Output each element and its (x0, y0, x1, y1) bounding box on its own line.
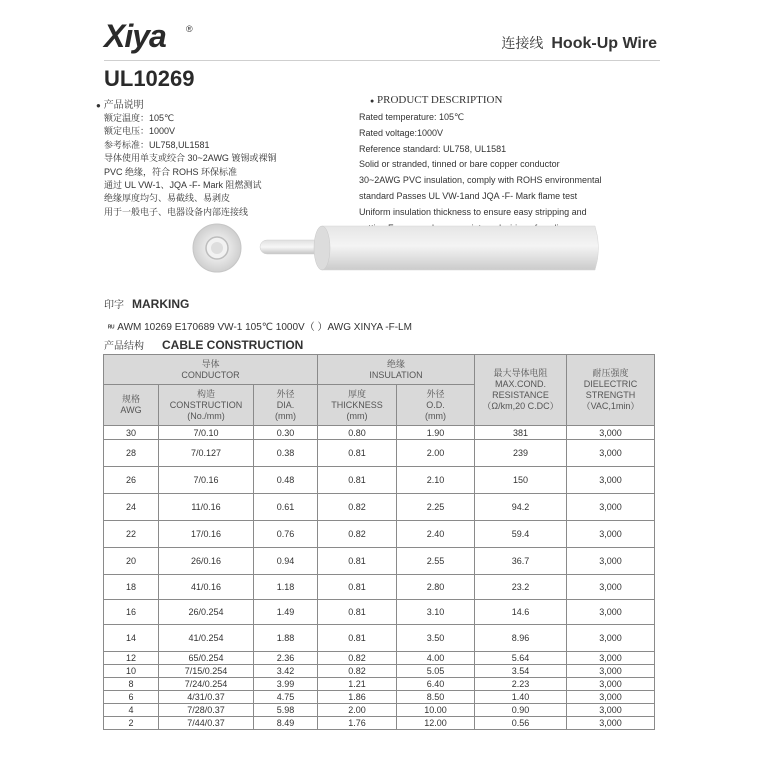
cell-resistance: 381 (475, 426, 567, 440)
cell-construction: 26/0.16 (159, 548, 254, 575)
cn-line: 通过 UL VW-1、JQA -F- Mark 阻燃测试 (104, 180, 262, 191)
table-row (104, 665, 655, 678)
cell-awg: 18 (104, 575, 159, 600)
cell-resistance: 150 (475, 467, 567, 494)
model-number: UL10269 (104, 66, 195, 91)
cell-awg: 12 (104, 652, 159, 665)
cell-awg: 30 (104, 426, 159, 440)
en-line: Rated voltage:1000V (359, 127, 444, 138)
cell-strength: 3,000 (567, 575, 655, 600)
cell-strength: 3,000 (567, 652, 655, 665)
header-thickness-cn: 厚度 (347, 388, 366, 399)
cell-awg: 6 (104, 691, 159, 704)
header-resistance-cn: 最大导体电阻 (493, 368, 548, 378)
cell-strength: 3,000 (567, 467, 655, 494)
cell-thickness: 0.81 (318, 600, 397, 625)
en-description-heading: PRODUCT DESCRIPTION (376, 94, 503, 106)
cell-resistance: 5.64 (475, 652, 567, 665)
cell-resistance: 23.2 (475, 575, 567, 600)
cell-construction: 41/0.254 (159, 625, 254, 652)
cell-dia: 0.61 (254, 494, 318, 521)
cn-line: 额定电压：1000V (104, 126, 176, 137)
cell-od: 12.00 (397, 717, 475, 730)
cell-construction: 7/28/0.37 (159, 704, 254, 717)
cell-thickness: 0.82 (318, 521, 397, 548)
cell-strength: 3,000 (567, 494, 655, 521)
table-row (104, 600, 655, 625)
header-construction-en: CONSTRUCTION (169, 399, 243, 410)
header-resistance-unit: （Ω/km,20 C.DC） (482, 401, 559, 411)
en-description-title (370, 94, 502, 106)
header-dia-cn: 外径 (276, 388, 295, 399)
header-conductor (104, 355, 318, 385)
bullet-icon: ● (370, 97, 375, 105)
header-title (501, 33, 657, 53)
cell-strength: 3,000 (567, 678, 655, 691)
header-construction-unit: (No./mm) (187, 410, 225, 421)
cell-strength: 3,000 (567, 625, 655, 652)
construction-heading (104, 337, 303, 352)
cell-resistance: 59.4 (475, 521, 567, 548)
cell-resistance: 1.40 (475, 691, 567, 704)
table-row (104, 691, 655, 704)
cell-awg: 2 (104, 717, 159, 730)
header-thickness-unit: (mm) (346, 410, 368, 421)
cell-awg: 22 (104, 521, 159, 548)
cable-cross-section (193, 224, 241, 272)
cell-resistance: 14.6 (475, 600, 567, 625)
header-awg-en: AWG (120, 405, 142, 415)
cell-dia: 8.49 (254, 717, 318, 730)
cell-resistance: 36.7 (475, 548, 567, 575)
table-row (104, 652, 655, 665)
marking-text (108, 318, 412, 333)
ul-recognized-icon: ᴿᵁ (108, 325, 115, 332)
header-resistance (475, 355, 567, 426)
header-thickness (318, 385, 397, 426)
en-line: Solid or stranded, tinned or bare copper conductor (359, 159, 560, 170)
header-insulation-cn: 绝缘 (386, 358, 405, 369)
table-row (104, 426, 655, 440)
cn-description-body (104, 112, 276, 219)
header-construction (159, 385, 254, 426)
cell-awg: 8 (104, 678, 159, 691)
registered-mark: ® (186, 24, 193, 34)
cell-construction: 7/0.10 (159, 426, 254, 440)
cell-dia: 0.94 (254, 548, 318, 575)
cn-line: 用于一般电子、电器设备内部连接线 (104, 206, 249, 217)
cell-construction: 7/0.16 (159, 467, 254, 494)
cell-construction: 4/31/0.37 (159, 691, 254, 704)
cell-thickness: 1.86 (318, 691, 397, 704)
en-line: 30~2AWG PVC insulation, comply with ROHS environmental (359, 175, 602, 186)
cell-awg: 24 (104, 494, 159, 521)
cell-od: 3.10 (397, 600, 475, 625)
header-awg-cn: 规格 (121, 394, 140, 404)
cell-strength: 3,000 (567, 426, 655, 440)
cell-construction: 7/15/0.254 (159, 665, 254, 678)
cell-dia: 0.38 (254, 440, 318, 467)
cn-description-title (96, 96, 144, 111)
cell-resistance: 0.56 (475, 717, 567, 730)
cn-line: 参考标准：UL758,UL1581 (104, 139, 210, 150)
cell-dia: 2.36 (254, 652, 318, 665)
table-row (104, 625, 655, 652)
cell-dia: 3.42 (254, 665, 318, 678)
cell-od: 2.55 (397, 548, 475, 575)
construction-table (103, 354, 655, 730)
header-resistance-en: RESISTANCE (492, 390, 549, 400)
table-row (104, 440, 655, 467)
header-dia (254, 385, 318, 426)
cell-dia: 1.18 (254, 575, 318, 600)
cable-side-view (260, 226, 599, 270)
cell-dia: 5.98 (254, 704, 318, 717)
cell-dia: 0.48 (254, 467, 318, 494)
header-resistance-en: MAX.COND. (494, 379, 546, 389)
cell-thickness: 1.21 (318, 678, 397, 691)
cell-strength: 3,000 (567, 717, 655, 730)
header-insulation (318, 355, 475, 385)
cell-strength: 3,000 (567, 440, 655, 467)
cell-dia: 0.76 (254, 521, 318, 548)
header-conductor-en: CONDUCTOR (181, 369, 240, 380)
header-dielectric-en: STRENGTH (585, 390, 636, 400)
header-od-en: O.D. (426, 399, 445, 410)
header-title-cn: 连接线 (501, 35, 544, 51)
cell-thickness: 0.81 (318, 440, 397, 467)
header-od-unit: (mm) (425, 410, 446, 421)
cell-thickness: 0.82 (318, 652, 397, 665)
marking-heading-en: MARKING (132, 297, 190, 311)
cell-resistance: 2.23 (475, 678, 567, 691)
header-conductor-cn: 导体 (201, 358, 220, 369)
header-divider (104, 60, 660, 61)
cell-od: 5.05 (397, 665, 475, 678)
cell-construction: 17/0.16 (159, 521, 254, 548)
header-construction-cn: 构造 (196, 388, 215, 399)
cell-strength: 3,000 (567, 665, 655, 678)
brand-logo: Xiya (104, 18, 166, 54)
cell-construction: 7/24/0.254 (159, 678, 254, 691)
cell-resistance: 8.96 (475, 625, 567, 652)
table-row (104, 548, 655, 575)
cell-awg: 10 (104, 665, 159, 678)
cell-strength: 3,000 (567, 704, 655, 717)
cell-thickness: 0.81 (318, 625, 397, 652)
cable-illustration (190, 214, 610, 284)
table-row (104, 467, 655, 494)
cell-thickness: 1.76 (318, 717, 397, 730)
cell-resistance: 0.90 (475, 704, 567, 717)
construction-heading-cn: 产品结构 (104, 341, 144, 352)
cell-thickness: 0.82 (318, 665, 397, 678)
cell-resistance: 239 (475, 440, 567, 467)
cell-resistance: 94.2 (475, 494, 567, 521)
cell-od: 2.25 (397, 494, 475, 521)
cell-awg: 14 (104, 625, 159, 652)
en-line: Rated temperature: 105℃ (359, 112, 465, 122)
header-dielectric (567, 355, 655, 426)
cell-strength: 3,000 (567, 600, 655, 625)
header-awg (104, 385, 159, 426)
cn-line: 额定温度：105℃ (104, 113, 175, 123)
cell-awg: 16 (104, 600, 159, 625)
cell-thickness: 2.00 (318, 704, 397, 717)
cell-od: 2.10 (397, 467, 475, 494)
marking-heading (104, 296, 189, 311)
table-row (104, 717, 655, 730)
cell-construction: 7/44/0.37 (159, 717, 254, 730)
cn-line: PVC 绝缘，符合 ROHS 环保标准 (104, 166, 238, 177)
cell-awg: 20 (104, 548, 159, 575)
cell-thickness: 0.81 (318, 467, 397, 494)
table-row (104, 521, 655, 548)
en-line: Reference standard: UL758, UL1581 (359, 143, 507, 154)
marking-heading-cn: 印字 (104, 300, 124, 311)
header-title-en: Hook-Up Wire (551, 35, 657, 52)
cell-thickness: 0.82 (318, 494, 397, 521)
cell-awg: 26 (104, 467, 159, 494)
cell-dia: 4.75 (254, 691, 318, 704)
header-dia-en: DIA. (276, 399, 295, 410)
cell-awg: 28 (104, 440, 159, 467)
cell-od: 8.50 (397, 691, 475, 704)
cell-strength: 3,000 (567, 548, 655, 575)
marking-value: AWM 10269 E170689 VW-1 105℃ 1000V（ ）AWG XINYA -F-LM (117, 322, 412, 333)
cell-dia: 1.49 (254, 600, 318, 625)
cell-strength: 3,000 (567, 521, 655, 548)
table-row (104, 575, 655, 600)
cell-construction: 26/0.254 (159, 600, 254, 625)
table-row (104, 678, 655, 691)
cell-resistance: 3.54 (475, 665, 567, 678)
cell-dia: 1.88 (254, 625, 318, 652)
cell-thickness: 0.81 (318, 548, 397, 575)
cell-thickness: 0.81 (318, 575, 397, 600)
cn-line: 绝缘厚度均匀、易截线、易剥皮 (104, 193, 231, 204)
cell-od: 2.00 (397, 440, 475, 467)
cell-od: 2.80 (397, 575, 475, 600)
cell-thickness: 0.80 (318, 426, 397, 440)
cell-od: 2.40 (397, 521, 475, 548)
cell-construction: 41/0.16 (159, 575, 254, 600)
header-dielectric-unit: （VAC,1min） (581, 401, 640, 411)
cell-dia: 0.30 (254, 426, 318, 440)
cell-construction: 11/0.16 (159, 494, 254, 521)
table-row (104, 704, 655, 717)
header-dielectric-en: DIELECTRIC (583, 379, 638, 389)
header-thickness-en: THICKNESS (331, 399, 383, 410)
header-od (397, 385, 475, 426)
table-row (104, 494, 655, 521)
cell-od: 6.40 (397, 678, 475, 691)
cell-dia: 3.99 (254, 678, 318, 691)
cell-construction: 7/0.127 (159, 440, 254, 467)
cell-strength: 3,000 (567, 691, 655, 704)
header-insulation-en: INSULATION (369, 369, 423, 380)
header-dielectric-cn: 耐压强度 (592, 368, 629, 378)
bullet-icon: ● (96, 101, 101, 110)
cell-od: 3.50 (397, 625, 475, 652)
header-od-cn: 外径 (426, 388, 445, 399)
cell-od: 1.90 (397, 426, 475, 440)
cell-od: 10.00 (397, 704, 475, 717)
en-line: standard Passes UL VW-1and JQA -F- Mark flame test (359, 190, 578, 201)
construction-heading-en: CABLE CONSTRUCTION (162, 338, 304, 352)
construction-table-body (104, 426, 655, 730)
header-dia-unit: (mm) (275, 410, 296, 421)
en-line: Uniform insulation thickness to ensure easy stripping and (359, 206, 587, 217)
cell-awg: 4 (104, 704, 159, 717)
cn-line: 导体使用单支或绞合 30~2AWG 镀锡或裸铜 (104, 153, 277, 164)
cell-od: 4.00 (397, 652, 475, 665)
cell-construction: 65/0.254 (159, 652, 254, 665)
cn-description-heading: 产品说明 (103, 100, 144, 111)
